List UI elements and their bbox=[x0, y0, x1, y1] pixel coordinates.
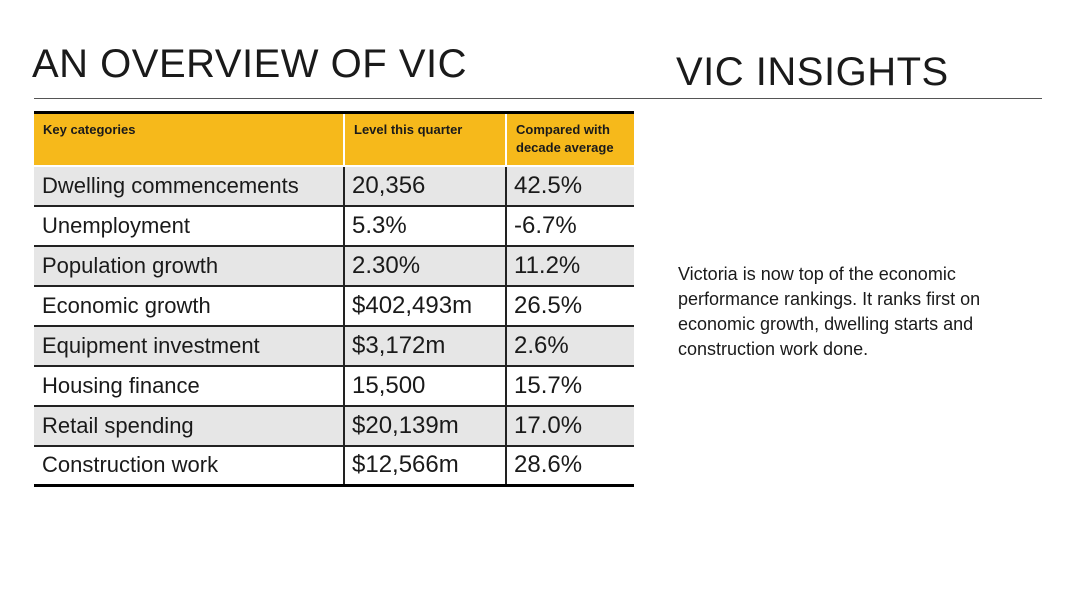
row-category: Equipment investment bbox=[34, 326, 344, 366]
title-divider bbox=[34, 98, 1042, 99]
row-level: $12,566m bbox=[344, 446, 506, 486]
insights-title: VIC INSIGHTS bbox=[676, 50, 949, 94]
table-row bbox=[34, 406, 634, 446]
row-compared: 15.7% bbox=[506, 366, 634, 406]
insight-text: Victoria is now top of the economic performance rankings. It ranks first on economic growth, dwelling starts and construction work done. bbox=[678, 264, 981, 359]
header-compared-decade-average: Compared with decade average bbox=[506, 113, 634, 166]
row-category: Dwelling commencements bbox=[34, 166, 344, 206]
row-category: Economic growth bbox=[34, 286, 344, 326]
row-compared: 28.6% bbox=[506, 446, 634, 486]
table-row bbox=[34, 326, 634, 366]
header-level-this-quarter: Level this quarter bbox=[344, 113, 506, 166]
table-row bbox=[34, 366, 634, 406]
row-compared: 26.5% bbox=[506, 286, 634, 326]
row-category: Construction work bbox=[34, 446, 344, 486]
row-level: 20,356 bbox=[344, 166, 506, 206]
table-row bbox=[34, 166, 634, 206]
overview-title: AN OVERVIEW OF VIC bbox=[32, 42, 467, 86]
row-compared: 42.5% bbox=[506, 166, 634, 206]
row-category: Housing finance bbox=[34, 366, 344, 406]
row-level: $402,493m bbox=[344, 286, 506, 326]
header-key-categories: Key categories bbox=[34, 113, 344, 166]
row-compared: 17.0% bbox=[506, 406, 634, 446]
table-row bbox=[34, 246, 634, 286]
table-row bbox=[34, 206, 634, 246]
row-level: 15,500 bbox=[344, 366, 506, 406]
table-header-row bbox=[34, 113, 634, 166]
table-row bbox=[34, 286, 634, 326]
row-category: Retail spending bbox=[34, 406, 344, 446]
row-compared: 11.2% bbox=[506, 246, 634, 286]
table-row bbox=[34, 446, 634, 486]
row-level: 2.30% bbox=[344, 246, 506, 286]
row-level: $20,139m bbox=[344, 406, 506, 446]
row-compared: -6.7% bbox=[506, 206, 634, 246]
row-category: Unemployment bbox=[34, 206, 344, 246]
row-level: 5.3% bbox=[344, 206, 506, 246]
row-category: Population growth bbox=[34, 246, 344, 286]
overview-table bbox=[34, 111, 634, 487]
row-level: $3,172m bbox=[344, 326, 506, 366]
row-compared: 2.6% bbox=[506, 326, 634, 366]
